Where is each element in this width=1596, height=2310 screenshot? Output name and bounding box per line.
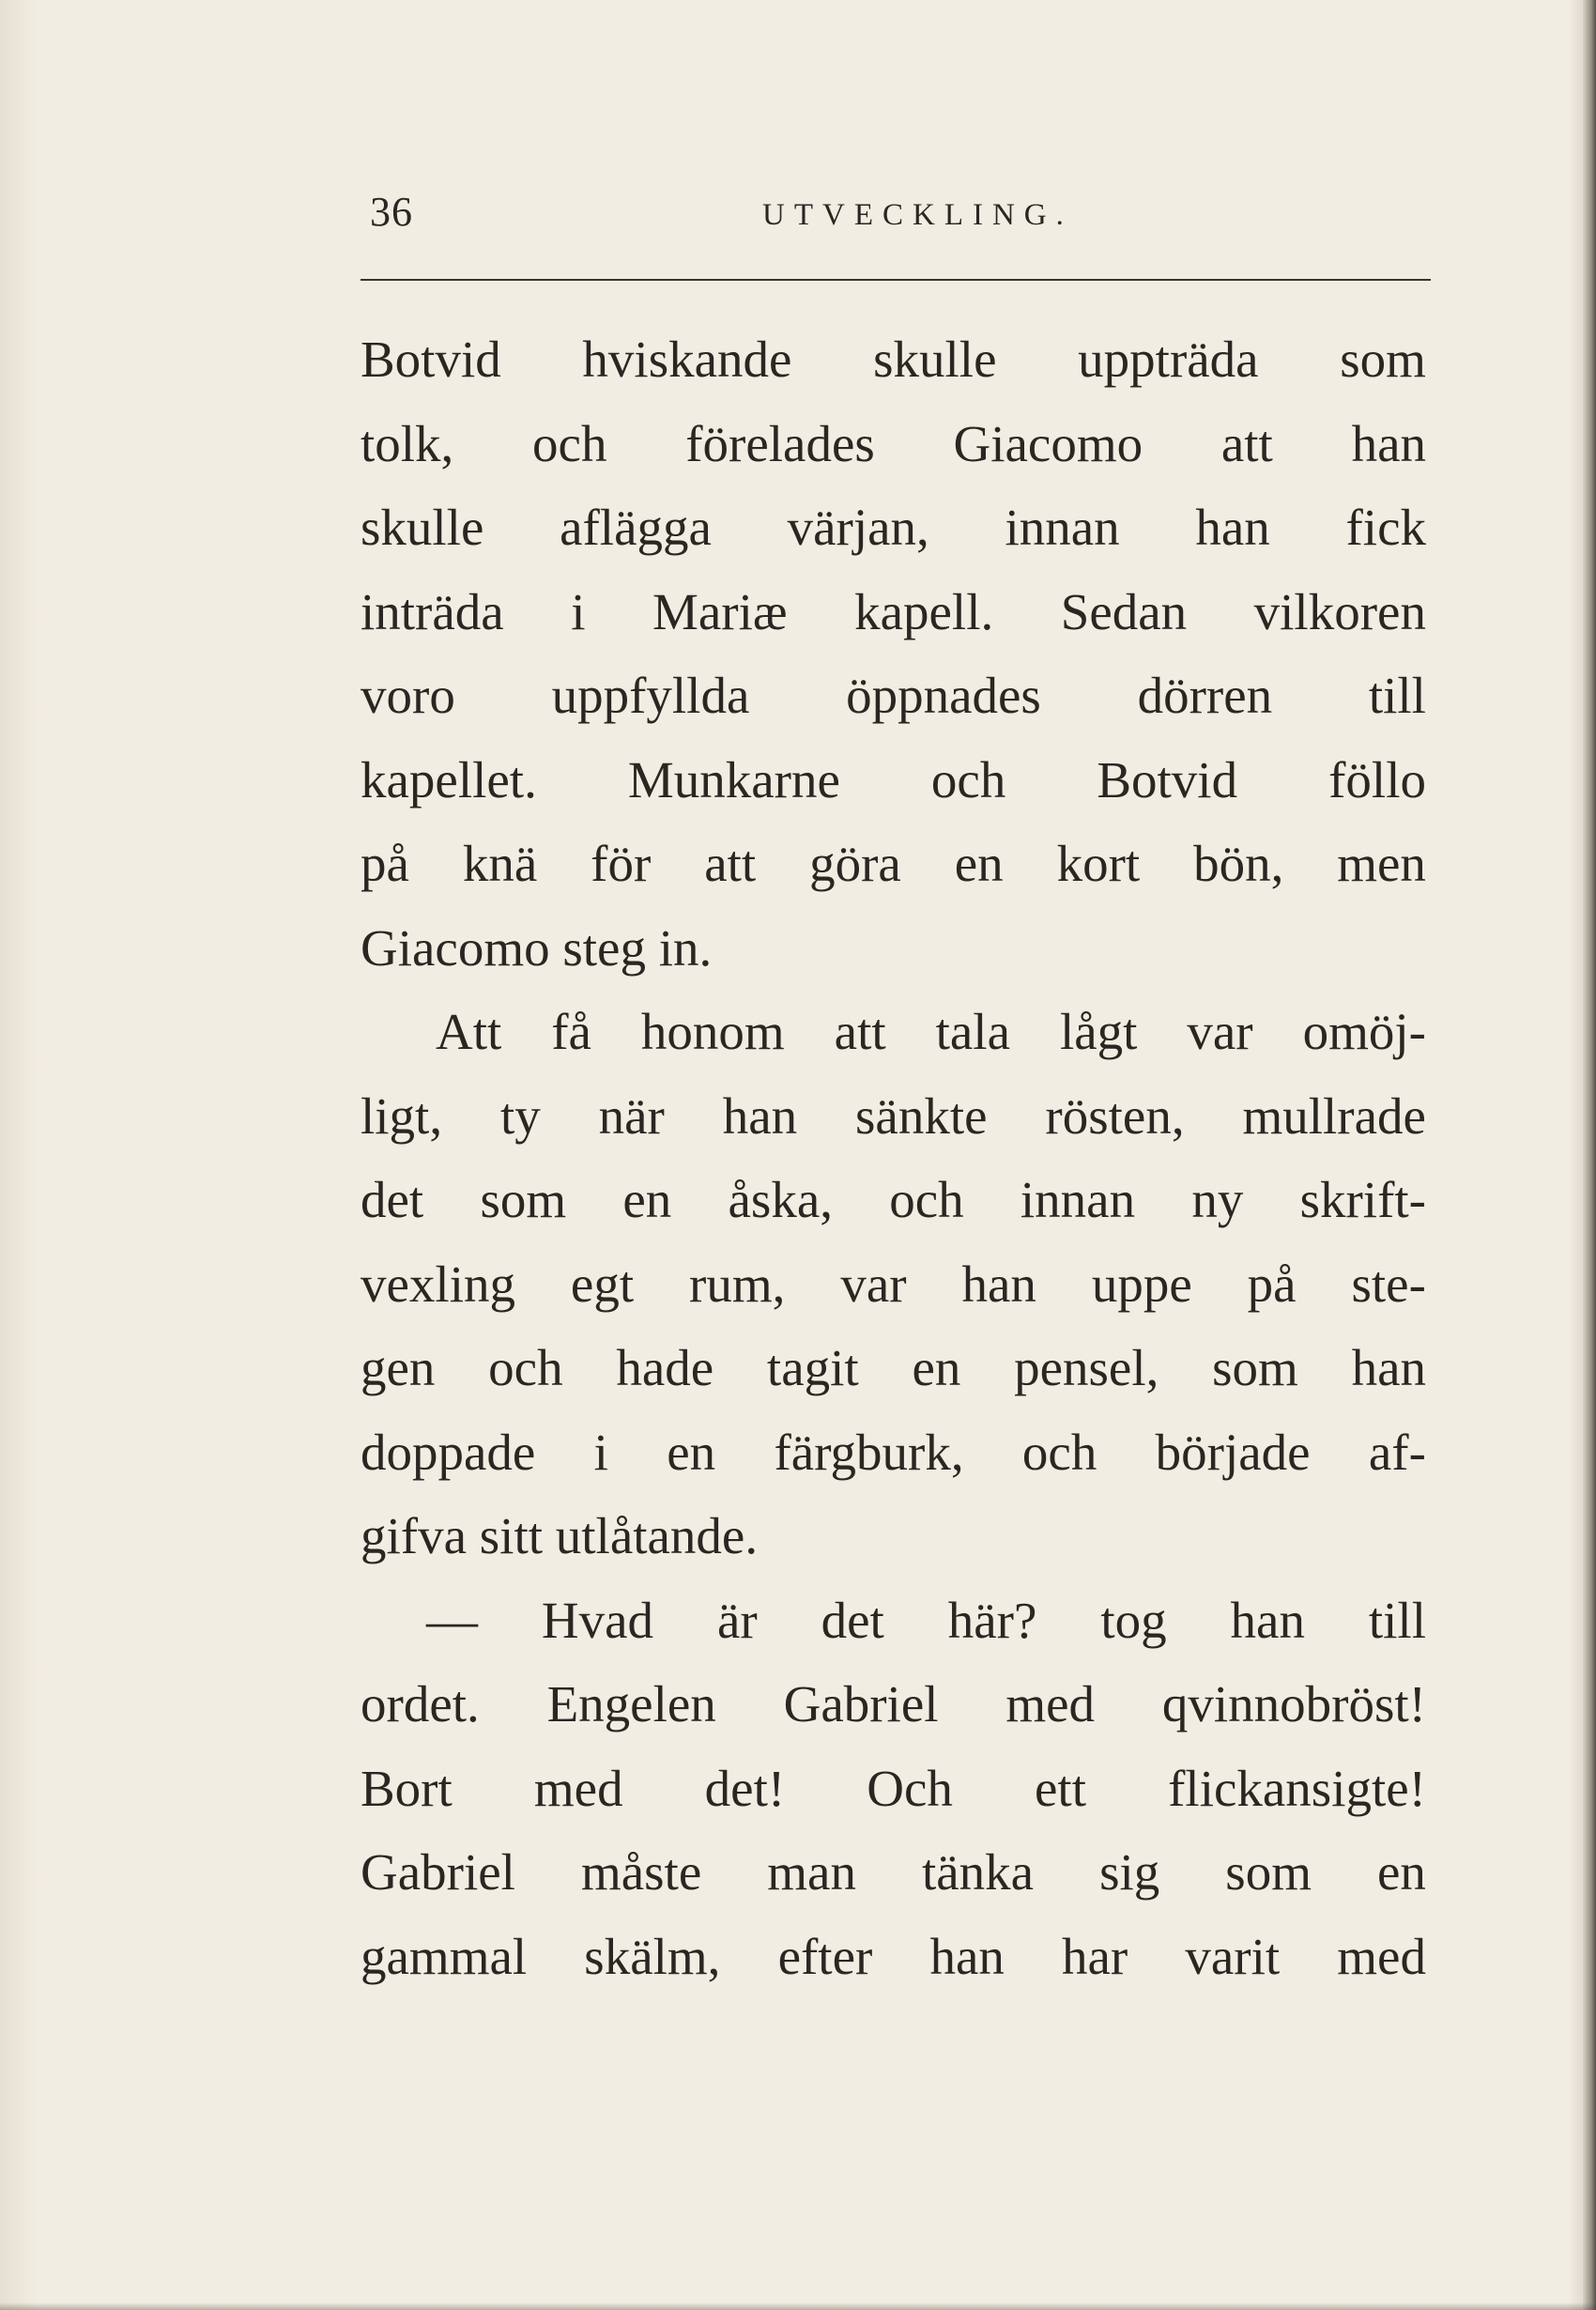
- text-word: aflägga: [560, 499, 712, 556]
- text-word: ligt,: [361, 1086, 443, 1145]
- text-word: det!: [704, 1759, 786, 1817]
- text-word: han: [1351, 1339, 1426, 1396]
- text-word: Giacomo steg in.: [361, 918, 713, 977]
- text-word: och: [488, 1339, 563, 1396]
- text-word: ett: [1035, 1759, 1086, 1817]
- text-word: på: [361, 835, 409, 892]
- text-word: skrift-: [1299, 1171, 1426, 1228]
- text-word: pensel,: [1014, 1339, 1159, 1396]
- text-word: han: [1351, 414, 1426, 472]
- text-word: tagit: [766, 1339, 859, 1396]
- text-line: [361, 1494, 1426, 1578]
- text-word: för: [591, 835, 652, 892]
- text-word: var: [840, 1255, 907, 1313]
- text-word: började: [1155, 1423, 1311, 1481]
- text-line: [361, 485, 1426, 570]
- text-word: gifva sitt utlåtande.: [361, 1507, 759, 1564]
- text-line: [361, 1158, 1426, 1242]
- text-word: hade: [616, 1339, 714, 1396]
- text-word: efter: [777, 1927, 873, 1985]
- page-header: [361, 188, 1431, 244]
- text-word: af-: [1368, 1423, 1426, 1481]
- text-word: han: [1195, 499, 1270, 556]
- text-line: [361, 1578, 1426, 1663]
- text-word: gen: [361, 1339, 436, 1396]
- text-line: [361, 317, 1426, 402]
- text-word: färgburk,: [774, 1423, 964, 1481]
- text-word: på: [1247, 1255, 1297, 1313]
- text-word: en: [622, 1171, 672, 1228]
- text-word: att: [1220, 414, 1273, 472]
- text-word: rösten,: [1045, 1086, 1185, 1145]
- text-word: egt: [570, 1255, 635, 1313]
- text-word: uppe: [1091, 1255, 1192, 1313]
- text-word: med: [1005, 1675, 1096, 1732]
- text-word: —: [426, 1591, 478, 1649]
- text-word: vexling: [361, 1255, 515, 1313]
- text-word: föllo: [1328, 750, 1426, 808]
- text-word: Gabriel: [783, 1675, 939, 1732]
- text-word: en: [667, 1423, 716, 1481]
- text-word: göra: [809, 835, 901, 892]
- text-word: han: [1230, 1591, 1305, 1649]
- text-word: uppfyllda: [551, 667, 750, 724]
- text-word: omöj-: [1302, 1003, 1426, 1060]
- text-word: Hvad: [541, 1591, 654, 1649]
- text-word: till: [1368, 667, 1426, 724]
- bottom-edge-shadow: [0, 2302, 1596, 2310]
- text-word: Botvid: [1097, 750, 1238, 808]
- text-word: med: [533, 1759, 623, 1817]
- body-text: [361, 317, 1426, 1998]
- text-word: i: [571, 582, 586, 640]
- text-word: tog: [1100, 1591, 1167, 1649]
- text-word: och: [930, 750, 1006, 808]
- text-word: det: [361, 1171, 424, 1228]
- text-word: få: [551, 1003, 591, 1060]
- text-word: innan: [1020, 1171, 1136, 1228]
- text-word: Och: [867, 1759, 953, 1817]
- text-word: Giacomo: [953, 414, 1143, 472]
- text-word: Botvid: [361, 331, 501, 388]
- text-line: [361, 1662, 1426, 1747]
- text-word: uppträda: [1078, 331, 1259, 388]
- text-word: gammal: [361, 1927, 528, 1985]
- text-word: doppade: [361, 1423, 536, 1481]
- text-word: det: [821, 1591, 884, 1649]
- text-line: [361, 906, 1426, 991]
- text-word: tala: [935, 1003, 1010, 1060]
- text-word: och: [889, 1171, 964, 1228]
- text-word: han: [961, 1255, 1036, 1313]
- text-line: [361, 1830, 1426, 1915]
- text-word: ordet.: [361, 1675, 480, 1732]
- text-line: [361, 1747, 1426, 1831]
- text-word: som: [1340, 331, 1426, 388]
- text-word: kapellet.: [361, 750, 537, 808]
- text-word: Mariæ: [652, 582, 788, 640]
- text-word: fick: [1345, 499, 1426, 556]
- text-word: tolk,: [361, 414, 454, 472]
- text-word: förelades: [685, 414, 875, 472]
- text-word: att: [834, 1003, 886, 1060]
- text-line: [361, 1915, 1426, 1999]
- text-word: flickansigte!: [1168, 1759, 1426, 1817]
- text-line: [361, 822, 1426, 906]
- text-word: till: [1368, 1591, 1426, 1649]
- text-word: lågt: [1059, 1003, 1138, 1060]
- text-word: som: [480, 1171, 567, 1228]
- text-word: som: [1225, 1843, 1312, 1901]
- text-word: sänkte: [855, 1086, 988, 1145]
- text-line: [361, 570, 1426, 654]
- text-word: en: [912, 1339, 961, 1396]
- text-word: dörren: [1137, 667, 1273, 724]
- text-word: och: [532, 414, 607, 472]
- text-word: måste: [580, 1843, 702, 1901]
- text-word: inträda: [361, 582, 504, 640]
- text-word: värjan,: [787, 499, 929, 556]
- text-word: han: [929, 1927, 1005, 1985]
- text-word: han: [722, 1086, 798, 1145]
- text-line: [361, 738, 1426, 823]
- header-rule: [361, 279, 1431, 281]
- text-word: att: [704, 835, 757, 892]
- text-word: och: [1021, 1423, 1097, 1481]
- text-line: [361, 1242, 1426, 1327]
- text-word: som: [1212, 1339, 1298, 1396]
- text-word: tänka: [921, 1843, 1035, 1901]
- text-word: Munkarne: [627, 750, 840, 808]
- text-word: är: [716, 1591, 758, 1649]
- text-word: skulle: [361, 499, 484, 556]
- text-word: Att: [436, 1003, 502, 1060]
- text-word: har: [1061, 1927, 1128, 1985]
- text-word: här?: [947, 1591, 1037, 1649]
- text-word: en: [1377, 1843, 1426, 1901]
- text-word: åska,: [728, 1171, 833, 1228]
- text-word: knä: [462, 835, 538, 892]
- text-word: varit: [1185, 1927, 1281, 1985]
- text-line: [361, 1074, 1426, 1159]
- text-word: kort: [1056, 835, 1141, 892]
- text-word: hviskande: [582, 331, 792, 388]
- text-word: ty: [499, 1086, 541, 1145]
- text-word: ste-: [1351, 1255, 1426, 1313]
- running-head: UTVECKLING.: [762, 198, 1073, 232]
- text-word: men: [1337, 835, 1426, 892]
- text-line: [361, 402, 1426, 486]
- text-word: vilkoren: [1253, 582, 1426, 640]
- page-number: 36: [370, 189, 413, 235]
- text-word: skälm,: [584, 1927, 721, 1985]
- text-line: [361, 1410, 1426, 1495]
- text-word: bön,: [1193, 835, 1284, 892]
- text-word: öppnades: [846, 667, 1041, 724]
- text-word: man: [767, 1843, 856, 1901]
- text-word: innan: [1005, 499, 1120, 556]
- text-word: sig: [1099, 1843, 1160, 1901]
- text-word: qvinnobröst!: [1161, 1675, 1426, 1732]
- text-word: Bort: [361, 1759, 453, 1817]
- text-line: [361, 990, 1426, 1074]
- text-word: honom: [640, 1003, 785, 1060]
- text-word: skulle: [873, 331, 997, 388]
- text-word: en: [954, 835, 1004, 892]
- text-word: Engelen: [546, 1675, 716, 1732]
- text-word: voro: [361, 667, 455, 724]
- text-word: Sedan: [1060, 582, 1188, 640]
- text-word: kapell.: [854, 582, 994, 640]
- text-word: med: [1337, 1927, 1426, 1985]
- text-line: [361, 1326, 1426, 1410]
- text-word: rum,: [689, 1255, 786, 1313]
- text-word: i: [593, 1423, 608, 1481]
- text-word: när: [598, 1086, 665, 1145]
- text-line: [361, 654, 1426, 738]
- text-word: var: [1187, 1003, 1253, 1060]
- book-edge-shadow: [1583, 0, 1596, 2310]
- text-word: mullrade: [1242, 1086, 1426, 1145]
- text-word: Gabriel: [361, 1843, 515, 1901]
- text-word: ny: [1191, 1171, 1244, 1228]
